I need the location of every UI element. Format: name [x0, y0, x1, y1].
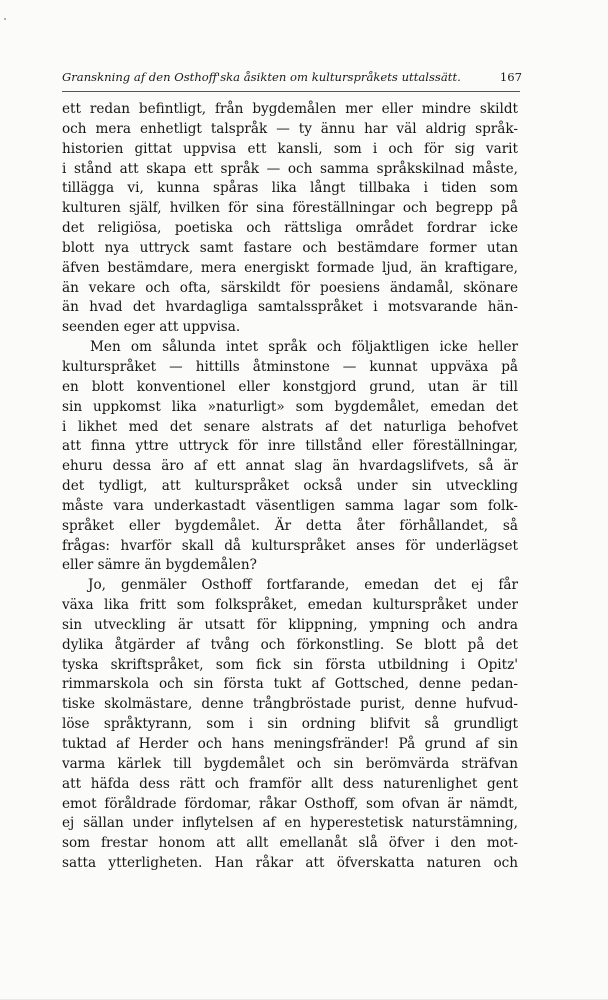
text-line: det religiösa, poetiska och rättsliga området fordrar icke: [62, 220, 518, 237]
text-line: ej sällan under inflytelsen af en hyperestetisk naturstämning,: [62, 815, 518, 832]
text-line: blott nya uttryck samt fastare och bestämdare former utan: [62, 239, 518, 256]
text-line: än hvad det hvardagliga samtalsspråket i motsvarande hän-: [62, 299, 518, 316]
header-rule: [62, 91, 520, 92]
text-line: tiske skolmästare, denne trångbröstade purist, denne hufvud-: [62, 696, 518, 713]
text-line: kulturspråket — hittills åtminstone — kunnat uppväxa på: [62, 358, 518, 375]
text-line: än vekare och ofta, särskildt för poesiens ändamål, skönare: [62, 279, 518, 296]
text-line: i stånd att skapa ett språk — och samma språkskilnad måste,: [62, 160, 518, 177]
text-line: ehuru dessa äro af ett annat slag än hvardagslifvets, så är: [62, 458, 518, 475]
text-line: sin uppkomst lika »naturligt» som bygdemålet, emedan det: [62, 398, 518, 415]
text-line: i likhet med det senare alstrats af det naturliga behofvet: [62, 418, 518, 435]
paragraph-end-line: seenden eger att uppvisa.: [62, 319, 241, 336]
text-line: tillägga vi, kunna spåras lika långt tillbaka i tiden som: [62, 180, 518, 197]
margin-speck: [4, 18, 6, 20]
text-line: att häfda dess rätt och framför allt dess naturenlighet gent: [62, 775, 518, 792]
running-head-title: Granskning af den Osthoff'ska åsikten om kulturspråkets uttalssätt.: [62, 70, 461, 84]
page-number: 167: [499, 70, 522, 84]
text-line: emot föråldrade fördomar, råkar Osthoff, som ofvan är nämdt,: [62, 795, 518, 812]
text-line: löse språktyrann, som i sin ordning blifvit så grundligt: [62, 716, 518, 733]
text-line: frågas: hvarför skall då kulturspråket anses för underlägset: [62, 537, 518, 554]
text-line: dylika åtgärder af tvång och förkonstling. Se blott på det: [62, 636, 518, 653]
paragraph-start-line: Men om sålunda intet språk och följaktligen icke heller: [90, 339, 518, 356]
text-line: och mera enhetligt talspråk — ty ännu har väl aldrig språk-: [62, 120, 518, 137]
text-line: tuktad af Herder och hans meningsfränder! På grund af sin: [62, 736, 518, 752]
text-line: språket eller bygdemålet. Är detta åter förhållandet, så: [62, 517, 518, 534]
text-line: tyska skriftspråket, som fick sin första utbildning i Opitz': [62, 656, 518, 673]
text-line: historien gittat uppvisa ett kansli, som i och för sig varit: [62, 140, 518, 157]
paragraph-start-line: Jo, genmäler Osthoff fortfarande, emedan det ej får: [88, 577, 518, 594]
text-line: äfven bestämdare, mera energiskt formade ljud, än kraftigare,: [62, 259, 518, 276]
text-line: varma kärlek till bygdemålet och sin berömvärda sträfvan: [62, 755, 518, 772]
running-head: [62, 70, 522, 90]
text-line: det tydligt, att kulturspråket också under sin utveckling: [62, 478, 518, 495]
text-line: en blott konventionel eller konstgjord grund, utan är till: [62, 378, 518, 395]
text-line: som frestar honom att allt emellanåt slå öfver i den mot-: [62, 835, 518, 852]
paragraph-end-line: eller sämre än bygdemålen?: [62, 557, 257, 574]
text-line: ett redan befintligt, från bygdemålen mer eller mindre skildt: [62, 101, 518, 117]
text-line: att finna yttre uttryck för inre tillstånd eller föreställningar,: [62, 438, 518, 455]
text-line: rimmarskola och sin första tukt af Gottsched, denne pedan-: [62, 676, 518, 693]
body-text: [62, 100, 518, 874]
text-line: kulturen själf, hvilken för sina föreställningar och begrepp på: [62, 200, 518, 217]
text-line: satta ytterligheten. Han råkar att öfverskatta naturen och: [62, 855, 518, 872]
text-line: växa lika fritt som folkspråket, emedan kulturspråket under: [62, 597, 518, 614]
text-line: måste vara underkastadt väsentligen samma lagar som folk-: [62, 497, 518, 514]
text-line: sin utveckling är utsatt för klippning, ympning och andra: [62, 616, 518, 633]
